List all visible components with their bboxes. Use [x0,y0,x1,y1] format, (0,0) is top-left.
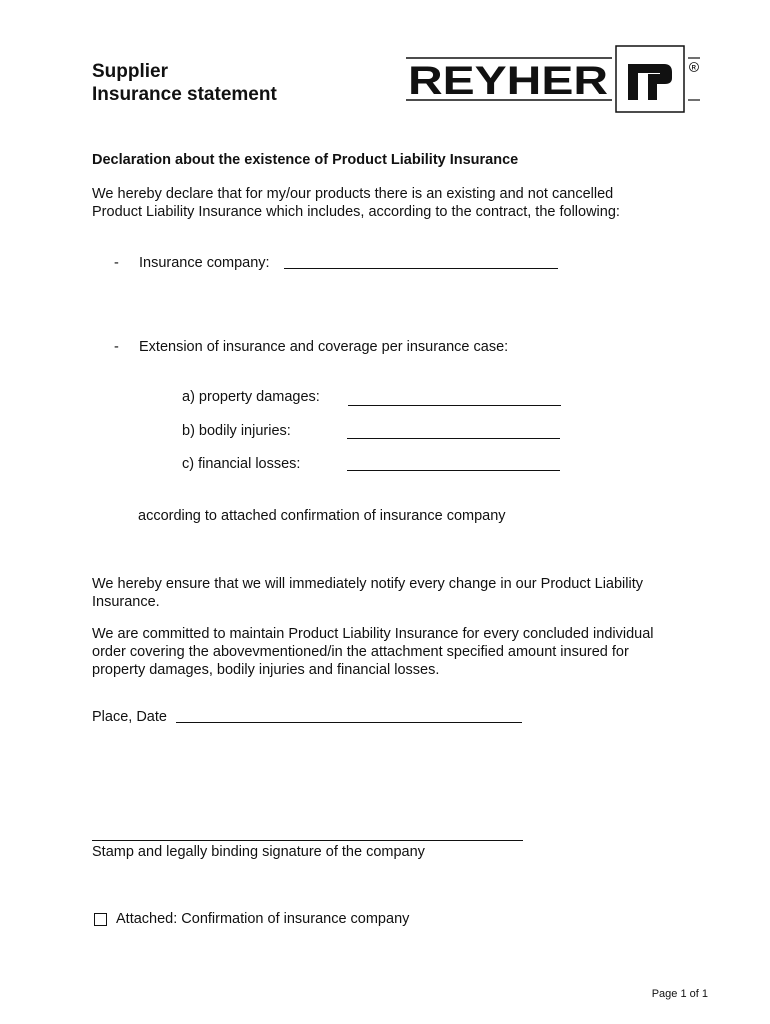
notify-line-2: Insurance. [92,594,160,610]
signature-field[interactable] [92,840,523,841]
bullet-dash-1: - [114,255,119,271]
reyher-logo [402,44,702,114]
declaration-heading: Declaration about the existence of Product Liability Insurance [92,152,519,168]
notify-paragraph [92,575,712,611]
confirmation-note: according to attached confirmation of insurance company [138,508,506,524]
place-date-label: Place, Date [92,709,167,725]
place-date-field[interactable] [176,722,522,723]
declaration-intro [92,185,712,221]
svg-text:R: R [691,65,696,72]
bodily-injuries-field[interactable] [347,438,560,439]
commitment-paragraph [92,625,712,679]
property-damages-label: a) property damages: [182,389,320,405]
bodily-injuries-label: b) bodily injuries: [182,423,291,439]
commitment-line-3: property damages, bodily injuries and financial losses. [92,662,440,678]
notify-line-1: We hereby ensure that we will immediately notify every change in our Product Liability [92,576,643,592]
logo-wordmark: REYHER [408,59,609,103]
intro-line-1: We hereby declare that for my/our products there is an existing and not cancelled [92,186,614,202]
financial-losses-field[interactable] [347,470,560,471]
signature-label: Stamp and legally binding signature of the company [92,844,425,860]
commitment-line-2: order covering the abovevmentioned/in the attachment specified amount insured for [92,644,629,660]
financial-losses-label: c) financial losses: [182,456,301,472]
property-damages-field[interactable] [348,405,561,406]
intro-line-2: Product Liability Insurance which includes, according to the contract, the following: [92,204,620,220]
attached-checkbox[interactable] [94,913,107,926]
insurance-company-field[interactable] [284,268,558,269]
insurance-company-label: Insurance company: [139,255,270,271]
document-title [92,60,277,106]
title-line-1: Supplier [92,61,169,82]
bullet-dash-2: - [114,339,119,355]
page-number: Page 1 of 1 [651,988,708,1000]
logo-r-mark [628,64,672,100]
extension-label: Extension of insurance and coverage per insurance case: [139,339,509,355]
attached-label: Attached: Confirmation of insurance company [116,911,410,927]
title-line-2: Insurance statement [92,84,277,105]
commitment-line-1: We are committed to maintain Product Liability Insurance for every concluded individual [92,626,654,642]
reyher-logo-graphic [402,44,702,114]
